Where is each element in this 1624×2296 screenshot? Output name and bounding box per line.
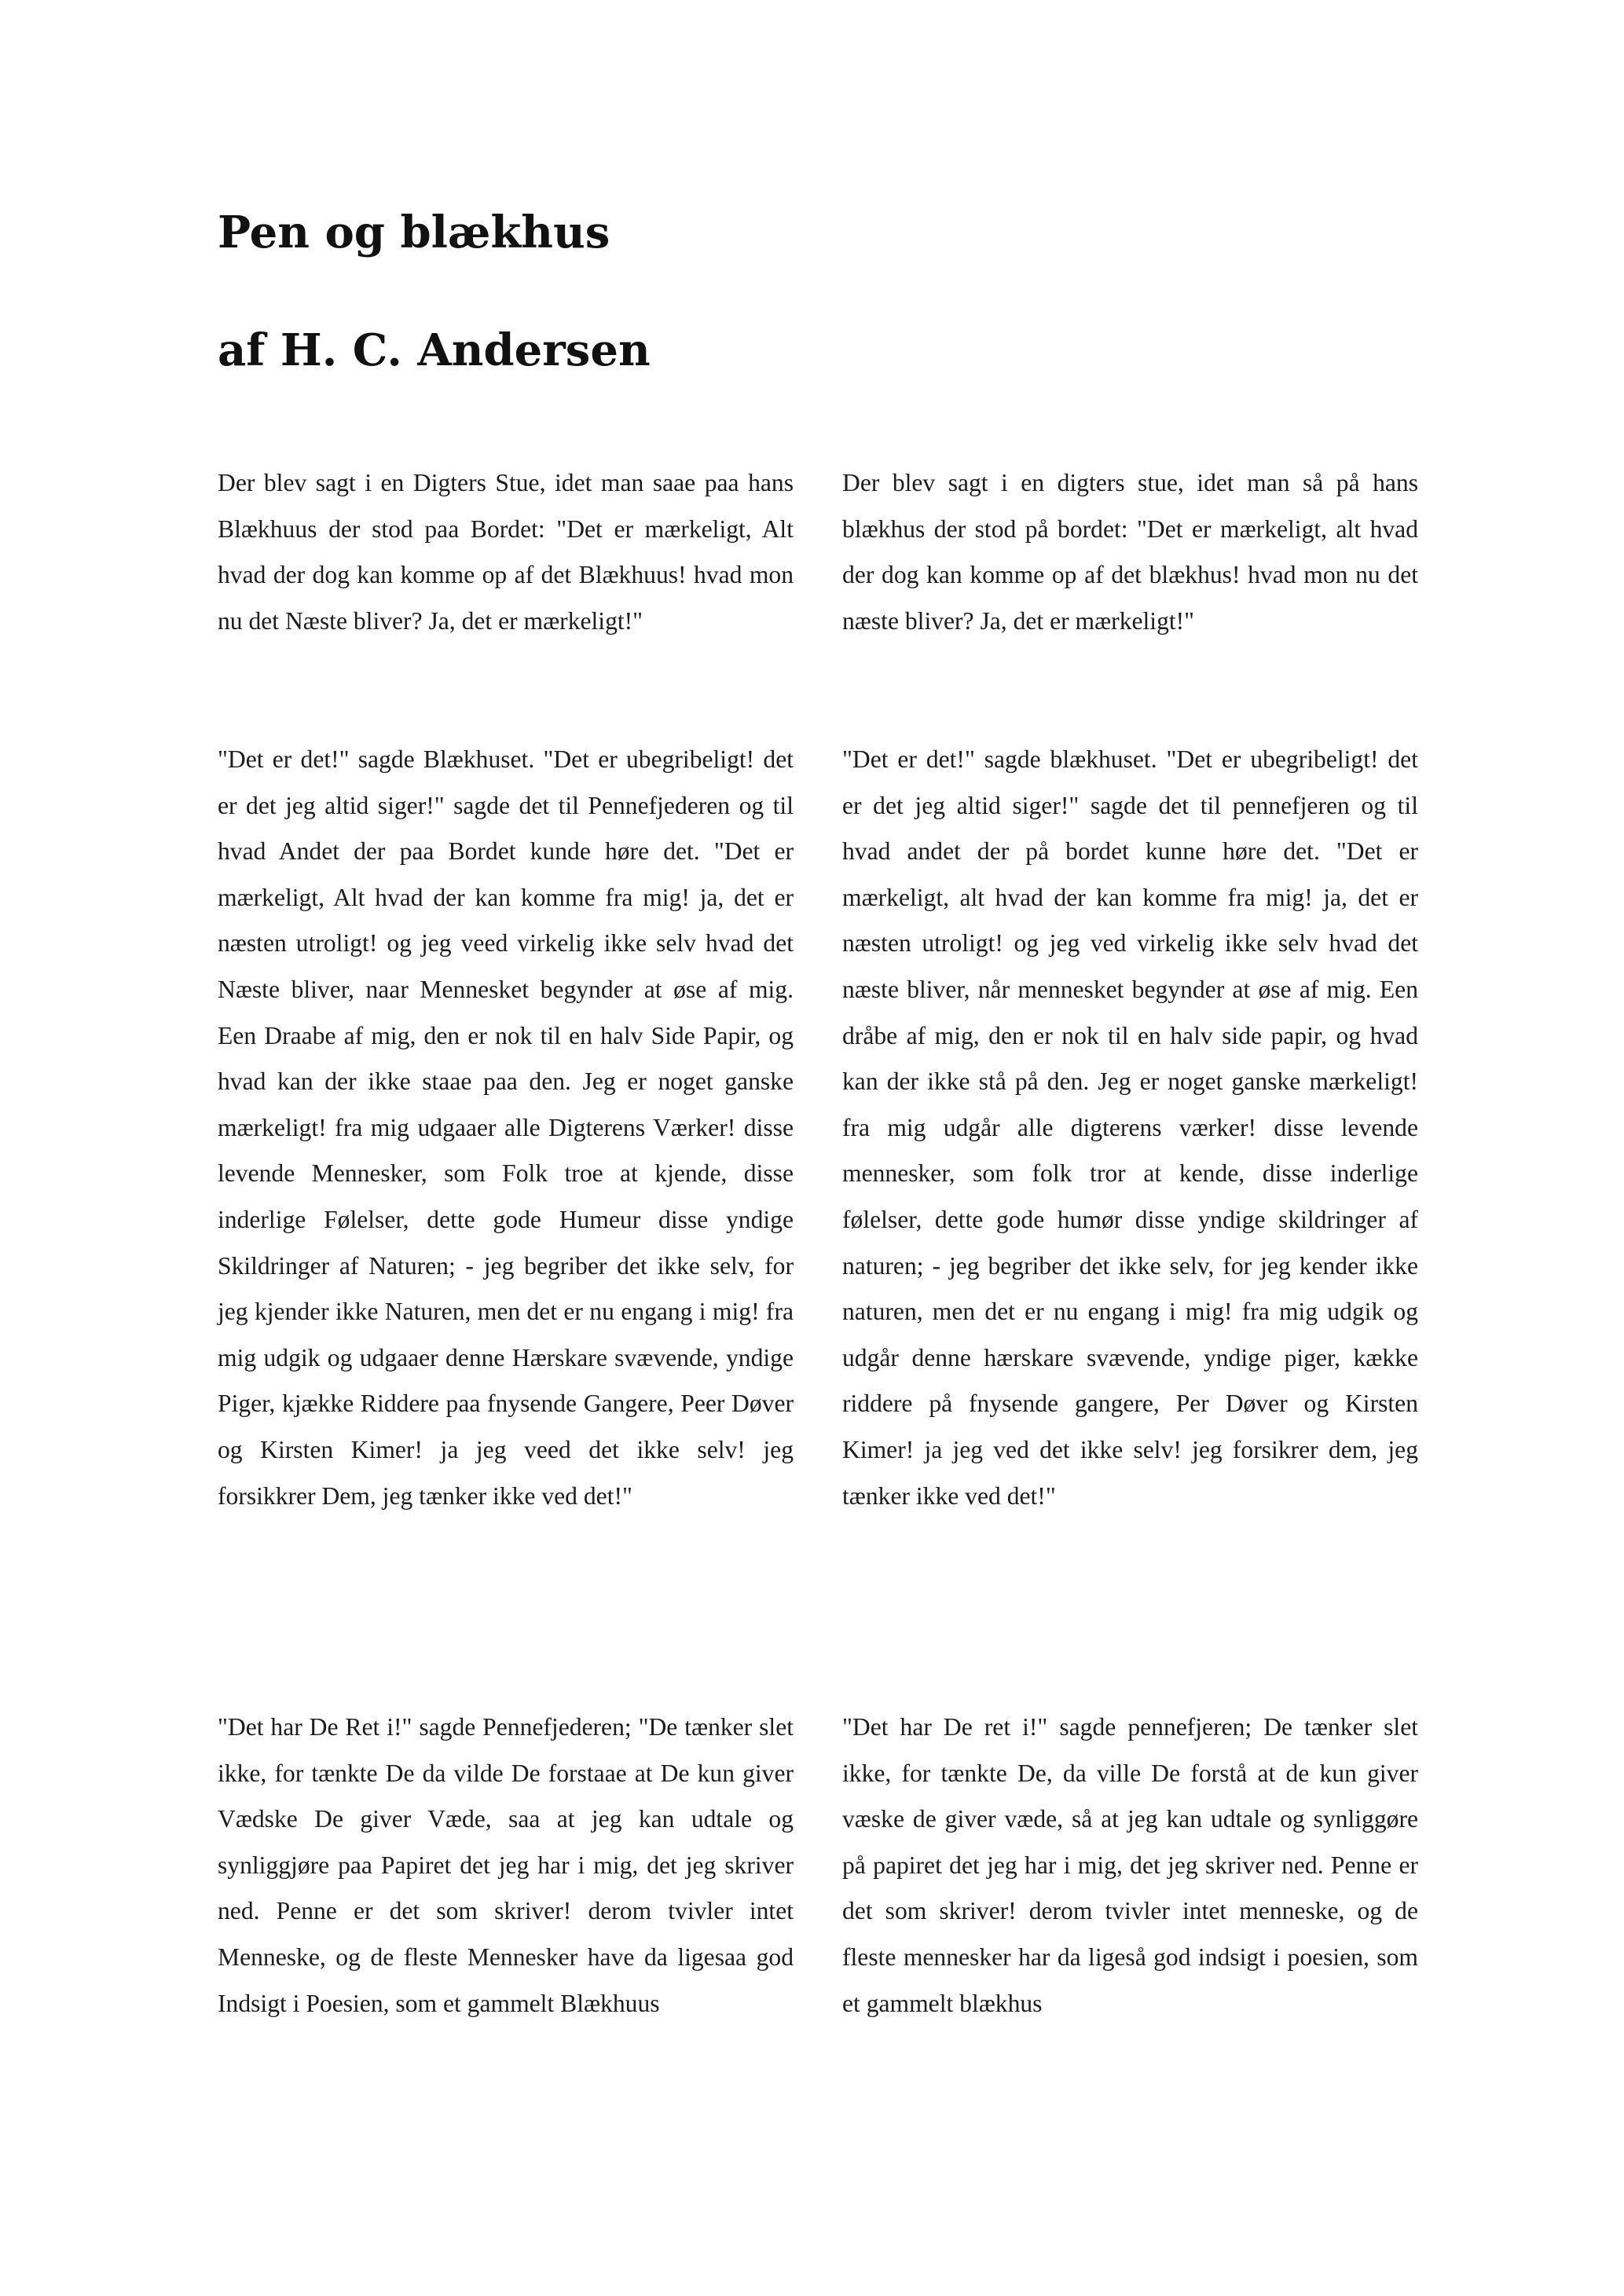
original-text-column — [218, 460, 794, 2027]
modern-paragraph: "Det har De ret i!" sagde pennefjeren; De tænker slet ikke, for tænkte De, da ville De forstå at de kun giver væske de giver væde, så at jeg kan udtale og synliggøre på papiret det jeg har i mig, det jeg skriver ned. Penne er det som skriver! derom tvivler intet menneske, og de fleste mennesker har da ligeså god indsigt i poesien, som et gammelt blækhus — [842, 1713, 1418, 2017]
document-title: Pen og blækhus — [218, 207, 610, 258]
modern-paragraph: "Det er det!" sagde blækhuset. "Det er ubegribeligt! det er det jeg altid siger!" sagde det til pennefjeren og til hvad andet der på bordet kunne høre det. "Det er mærkeligt, alt hvad der kan komme fra mig! ja, det er næsten utroligt! og jeg ved virkelig ikke selv hvad det næste bliver, når mennesket begynder at øse af mig. Een dråbe af mig, den er nok til en halv side papir, og hvad kan der ikke stå på den. Jeg er noget ganske mærkeligt! fra mig udgår alle digterens værker! disse levende mennesker, som folk tror at kende, disse inderlige følelser, dette gode humør disse yndige skildringer af naturen; - jeg begriber det ikke selv, for jeg kender ikke naturen, men det er nu engang i mig! fra mig udgik og udgår denne hærskare svævende, yndige piger, kække riddere på fnysende gangere, Per Døver og Kirsten Kimer! ja jeg ved det ikke selv! jeg forsikrer dem, jeg tænker ikke ved det!" — [842, 745, 1418, 1510]
original-paragraph: "Det har De Ret i!" sagde Pennefjederen; "De tænker slet ikke, for tænkte De da vilde De forstaae at De kun giver Vædske De giver Væde, saa at jeg kan udtale og synliggjøre paa Papiret det jeg har i mig, det jeg skriver ned. Penne er det som skriver! derom tvivler intet Menneske, og de fleste Mennesker have da ligesaa god Indsigt i Poesien, som et gammelt Blækhuus — [218, 1713, 794, 2017]
original-paragraph: Der blev sagt i en Digters Stue, idet man saae paa hans Blækhuus der stod paa Bordet: "Det er mærkeligt, Alt hvad der dog kan komme op af det Blækhuus! hvad mon nu det Næste bliver? Ja, det er mærkeligt!" — [218, 469, 794, 635]
original-paragraph: "Det er det!" sagde Blækhuset. "Det er ubegribeligt! det er det jeg altid siger!" sagde det til Pennefjederen og til hvad Andet der paa Bordet kunde høre det. "Det er mærkeligt, Alt hvad der kan komme fra mig! ja, det er næsten utroligt! og jeg veed virkelig ikke selv hvad det Næste bliver, naar Mennesket begynder at øse af mig. Een Draabe af mig, den er nok til en halv Side Papir, og hvad kan der ikke staae paa den. Jeg er noget ganske mærkeligt! fra mig udgaaer alle Digterens Værker! disse levende Mennesker, som Folk troe at kjende, disse inderlige Følelser, dette gode Humeur disse yndige Skildringer af Naturen; - jeg begriber det ikke selv, for jeg kjender ikke Naturen, men det er nu engang i mig! fra mig udgik og udgaaer denne Hærskare svævende, yndige Piger, kjække Riddere paa fnysende Gangere, Peer Døver og Kirsten Kimer! ja jeg veed det ikke selv! jeg forsikkrer Dem, jeg tænker ikke ved det!" — [218, 745, 794, 1510]
modern-paragraph: Der blev sagt i en digters stue, idet man så på hans blækhus der stod på bordet: "Det er mærkeligt, alt hvad der dog kan komme op af det blækhus! hvad mon nu det næste bliver? Ja, det er mærkeligt!" — [842, 469, 1418, 635]
modern-text-column — [842, 460, 1418, 2027]
author-heading: af H. C. Andersen — [218, 324, 651, 376]
